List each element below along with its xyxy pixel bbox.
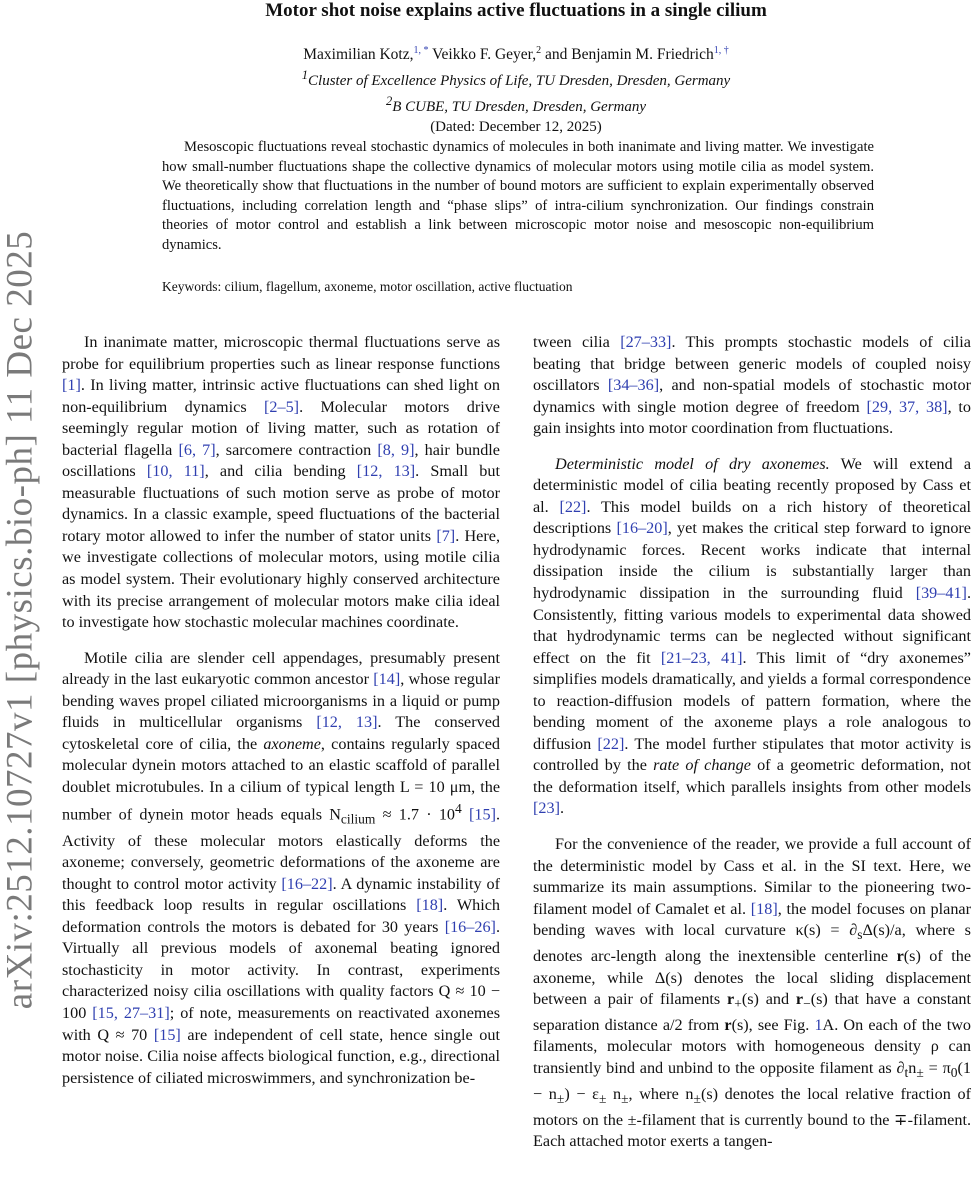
citation-link[interactable]: [14] xyxy=(373,670,401,689)
subscript: ± xyxy=(621,1090,629,1106)
left-column xyxy=(62,332,500,1089)
paragraph: In inanimate matter, microscopic thermal fluctuations serve as probe for equilibrium properties such as linear response functions [1]. In living matter, intrinsic active fluctuations can shed light on non-equilibrium dynamics [2–5]. Molecular motors drive seemingly regular motion of living matter, such as rotation of bacterial flagella [6, 7], sarcomere contraction [8, 9], hair bundle oscillations [10, 11], and cilia bending [12, 13]. Small but measurable fluctuations of such motion serve as probe of motor dynamics. In a classic example, speed fluctuations of the bacterial rotary motor allowed to infer the number of stator units [7]. Here, we investigate collections of molecular motors, using motile cilia as model system. Their evolutionary highly conserved architecture with its precise arrangement of molecular motors make cilia ideal to investigate how stochastic molecular machines coordinate. xyxy=(62,333,500,632)
citation-link[interactable]: [29, 37, 38] xyxy=(866,397,948,416)
subscript: t xyxy=(904,1065,909,1081)
subscript: − xyxy=(803,996,811,1012)
subscript: cilium xyxy=(340,812,376,828)
vector-symbol: r xyxy=(896,947,904,965)
citation-link[interactable]: [18] xyxy=(416,896,444,915)
citation-link[interactable]: [8, 9] xyxy=(377,440,415,459)
affiliation-number: 2 xyxy=(385,94,393,109)
citation-link[interactable]: [34–36] xyxy=(607,376,660,395)
citation-link[interactable]: [15] xyxy=(153,1025,181,1044)
abstract: Mesoscopic fluctuations reveal stochastic dynamics of molecules in both inanimate and living matter. We investigate how small-number fluctuations shape the collective dynamics of molecular motors using motile cilia as model system. We theoretically show that fluctuations in the number of bound motors are sufficient to explain experimentally observed fluctuations, including correlation length and “phase slips” of intra-cilium synchronization. Our findings constrain theories of motor control and establish a link between microscopic motor noise and mesoscopic non-equilibrium dynamics. xyxy=(162,139,874,253)
paragraph-body: We will extend a deterministic model of cilia beating recently proposed by Cass et al. [22]. This model builds on a rich history of theoretical descriptions [16–20], yet makes the critical step forward to ignore hydrodynamic forces. Recent works indicate that internal dissipation inside the cilium is substantially larger than hydrodynamic dissipation in the surrounding fluid [39–41]. Consistently, fitting various models to experimental data showed that hydrodynamic terms can be neglected without significant effect on the fit [21–23, 41]. This limit of “dry axonemes” simplifies models dramatically, and yields a formal correspondence to reaction-diffusion models of pattern formation, where the bending moment of the axoneme plays a role analogous to diffusion [22]. The model further stipulates that motor activity is controlled by the rate of change of a geometric deformation, not the deformation itself, which parallels insights from other models [23]. xyxy=(533,454,972,818)
citation-link[interactable]: [21–23, 41] xyxy=(660,648,743,667)
subscript: s xyxy=(857,927,863,943)
paragraph: tween cilia [27–33]. This prompts stochastic models of cilia beating that bridge between generic models of coupled noisy oscillators [34–36], and non-spatial models of stochastic motor dynamics with single motion degree of freedom [29, 37, 38], to gain insights into motor coordination from fluctuations. xyxy=(533,333,972,438)
affiliation xyxy=(60,65,972,91)
citation-link[interactable]: [6, 7] xyxy=(178,440,216,459)
citation-link[interactable]: [1] xyxy=(62,376,81,395)
paragraph: Motile cilia are slender cell appendages, presumably present already in the last eukaryotic common ancestor [14], whose regular bending waves propel ciliated microorganisms in a liquid or pump fluids in multicellular organisms [12, 13]. The conserved cytoskeletal core of cilia, the axoneme, contains regularly spaced molecular dynein motors attached to an elastic scaffold of parallel doublet microtubules. In a cilium of typical length L = 10 μm, the number of dynein motor heads equals $N_{cilium} \approx 1.7 \cdot 10^4$ [15]. Activity of these molecular motors elastically deforms the axoneme; conversely, geometric deformations of the axoneme are thought to control motor activity [16–22]. A dynamic instability of this feedback loop results in regular oscillations [18]. Which deformation controls the motors is debated for 30 years [16–26]. Virtually all previous models of axonemal beating ignored stochasticity in motor activity. In contrast, experiments characterized noisy cilia oscillations with quality factors Q ≈ 10 − 100 [15, 27–31]; of note, measurements on reactivated axonemes with Q ≈ 70 [15] are independent of cell state, hence single out motor noise. Cilia noise affects biological function, e.g., directional persistence of ciliated microswimmers, and synchronization be- xyxy=(62,648,501,1087)
citation-link[interactable]: [15, 27–31] xyxy=(92,1004,170,1023)
author-name: Maximilian Kotz, xyxy=(303,46,414,64)
arxiv-identifier: arXiv:2512.10727v1 [physics.bio-ph] 11 Dec 2025 xyxy=(0,230,41,1010)
citation-link[interactable]: [16–20] xyxy=(616,519,668,538)
superscript: 4 xyxy=(455,801,462,817)
citation-link[interactable]: [18] xyxy=(750,899,778,918)
affiliation-number: 1 xyxy=(301,68,309,83)
paper-header xyxy=(60,0,972,137)
subscript: 0 xyxy=(950,1065,958,1081)
subscript: ± xyxy=(916,1065,924,1081)
author-conjunction: and xyxy=(544,46,568,64)
affiliation xyxy=(60,91,972,117)
author-list xyxy=(60,41,972,65)
citation-link[interactable]: [12, 13] xyxy=(356,462,416,481)
paper-title: Motor shot noise explains active fluctuations in a single cilium xyxy=(265,0,767,21)
citation-link[interactable]: [7] xyxy=(436,526,456,545)
subscript: ± xyxy=(693,1090,701,1106)
paragraph xyxy=(533,454,971,820)
emphasis: rate of change xyxy=(653,756,751,775)
citation-link[interactable]: [22] xyxy=(597,734,625,753)
author-name: Veikko F. Geyer, xyxy=(432,46,537,64)
vector-symbol: r xyxy=(724,1015,732,1034)
citation-link[interactable]: [27–33] xyxy=(620,333,672,351)
citation-link[interactable]: [39–41] xyxy=(915,584,967,603)
subscript: ± xyxy=(556,1090,565,1106)
vector-symbol: r xyxy=(727,990,735,1009)
emphasis: axoneme xyxy=(263,734,321,753)
affiliation-text: B CUBE, TU Dresden, Dresden, Germany xyxy=(392,99,647,116)
citation-link[interactable]: [15] xyxy=(469,805,496,824)
affiliation-text: Cluster of Excellence Physics of Life, TU Dresden, Dresden, Germany xyxy=(308,73,731,90)
subscript: ± xyxy=(598,1090,607,1106)
citation-link[interactable]: [22] xyxy=(559,497,587,516)
citation-link[interactable]: [16–22] xyxy=(281,874,333,893)
citation-link[interactable]: 1 xyxy=(814,1015,823,1034)
citation-link[interactable]: [2–5] xyxy=(264,397,300,416)
author-affiliation-mark: 2 xyxy=(536,45,542,56)
right-column xyxy=(533,332,971,1153)
citation-link[interactable]: [23] xyxy=(533,799,560,818)
keywords: Keywords: cilium, flagellum, axoneme, motor oscillation, active fluctuation xyxy=(162,279,573,294)
author-affiliation-mark[interactable]: 1, * xyxy=(413,45,429,56)
citation-link[interactable]: [10, 11] xyxy=(146,462,205,481)
arxiv-sidebar xyxy=(0,200,40,1160)
subscript: + xyxy=(734,996,742,1012)
author-name: Benjamin M. Friedrich xyxy=(571,46,714,64)
section-heading: Deterministic model of dry axonemes. xyxy=(555,454,830,473)
paper-date: (Dated: December 12, 2025) xyxy=(430,119,602,136)
citation-link[interactable]: [12, 13] xyxy=(316,713,378,732)
citation-link[interactable]: [16–26] xyxy=(444,917,496,936)
paragraph: For the convenience of the reader, we provide a full account of the deterministic model by Cass et al. in the SI text. Here, we summarize its main assumptions. Similar to the pioneering two-filament model of Camalet et al. [18], the model focuses on planar bending waves with local curvature $\kappa(s) = \partial_s\Delta(s)/a$, where s denotes arc-length along the inextensible centerline r(s) of the axoneme, while Δ(s) denotes the local sliding displacement between a pair of filaments $r_+(s)$ and $r_-(s)$ that have a constant separation distance a/2 from r(s), see Fig. 1A. On each of the two filaments, molecular motors with homogeneous density ρ can transiently bind and unbind to the opposite filament as $\partial_tn_\pm = \pi_0(1 - n_\pm) - \varepsilon_\pm$ $n_\pm$, where $n_\pm(s)$ denotes the local relative fraction of motors on the ±-filament that is currently bound to the ∓-filament. Each attached motor exerts a tangen- xyxy=(533,835,972,1151)
vector-symbol: r xyxy=(795,990,804,1009)
author-affiliation-mark[interactable]: 1, † xyxy=(713,45,729,56)
